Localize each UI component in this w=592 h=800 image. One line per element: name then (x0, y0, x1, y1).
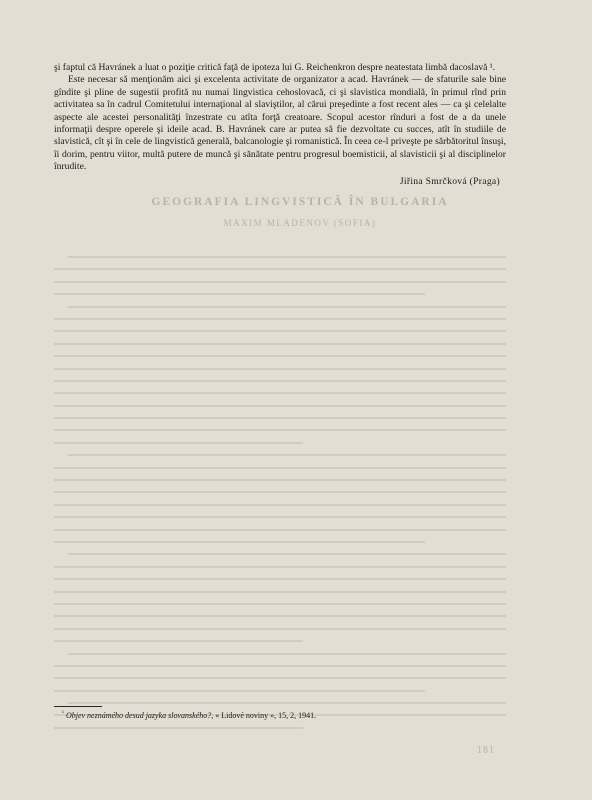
bleed-through-title: GEOGRAFIA LINGVISTICĂ ÎN BULGARIA (151, 196, 449, 208)
body-text (54, 62, 506, 188)
footnote-rule (54, 706, 102, 707)
footnote-number: ¹ (62, 709, 64, 717)
bleed-through-page-number: 181 (477, 745, 495, 756)
author-signature: Jiřina Smrčková (Praga) (399, 175, 500, 187)
bleed-through-text (54, 256, 506, 739)
footnote-title: Objev neznámého desud jazyka slovanského?, (65, 711, 214, 720)
paragraph-2: Este necesar să menţionăm aici şi excelenta activitate de organizator a acad. Havránek — de sfaturile sale bine gîndite şi pline de sugestii profită nu numai lingvistica cehoslovacă, ci şi slavistica mondială, în primul rînd prin activitatea sa în cadrul Comitetului internaţional al slaviştilor, al cărui preşedinte a fost recent ales — ca şi celelalte aspecte ale acestei personalităţi înzestrate cu atîta forţă creatoare. Scopul acestor rînduri a fost de a da unele informaţii despre operele şi ideile acad. B. Havránek care ar putea să fie dezvoltate cu succes, atît în studiile de slavistică, cît şi în cele de lingvistică generală, balcanologie şi romanistică. În ceea ce-l priveşte pe sărbătoritul însuşi, îi dorim, pentru viitor, multă putere de muncă şi sănătate pentru progresul boemisticii, al slavisticii şi al disciplinelor înrudite. (54, 74, 506, 173)
footnote-source: « Lidové noviny », 15, 2, 1941. (215, 711, 317, 720)
footnote (62, 711, 502, 721)
bleed-through-author: MAXIM MLADENOV (SOFIA) (223, 218, 377, 228)
paragraph-1: şi faptul că Havránek a luat o poziţie critică faţă de ipoteza lui G. Reichenkron despre neatestata limbă dacoslavă ¹. (54, 62, 496, 73)
